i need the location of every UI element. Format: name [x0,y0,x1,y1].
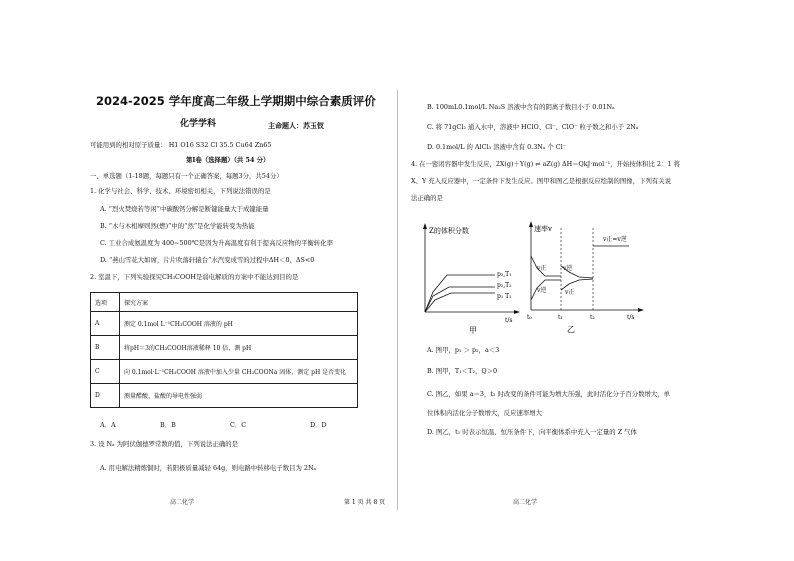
q4-option-a: A. 图甲，p₁ ＞ p₂，a＜3 [427,346,500,354]
graph-jia-label-2: p₂,T₂ [497,282,512,289]
q4-option-c-line1: C. 图乙，如果 a＝3，t₂ 时改变的条件可能为增大压强，此时活化分子百分数增大，单 [427,390,671,398]
graph-jia-curve-p2t1 [425,275,495,312]
graph-yi-label-v-reverse-2: v逆 [537,287,547,294]
graph-jia-ylabel: Z的体积分数 [429,227,469,235]
q1-option-d: D. “燕山雪花大如席，片片吹落轩辕台”水汽变成雪的过程中ΔH＜0、ΔS<0 [100,256,315,264]
footer-subject: 高二化学 [170,499,195,506]
graph-jia-curve-p1t2 [425,293,495,312]
table-cell: 将pH＝3的CH₃COOH溶液稀释 10 倍，测 pH [120,336,358,360]
q2-answer-a: A．A [100,421,116,429]
table-cell: 测量醋酸、盐酸的导电性强弱 [120,384,358,408]
q3-option-b: B. 100mL0.1mol/L Na₂S 溶液中含有的阴离子数目小于 0.01Nₐ [427,103,615,111]
graph-jia [417,220,522,335]
q4-stem-line3: 法正确的是 [411,194,443,202]
q3-option-a: A. 用电解法精炼铜时，若阳极质量减轻 64g，则电路中转移电子数目为 2Nₐ [100,464,317,472]
atomic-masses: 可能用到的相对原子质量： H1 O16 S32 Cl 35.5 Cu64 Zn65 [90,141,272,149]
graph-jia-x-arrow [514,310,520,314]
graph-yi-label-v-reverse: v逆 [563,265,573,272]
volume-heading: 第Ⅰ卷（选择题）（共 54 分） [186,156,270,164]
graph-jia-label-1: p₂,T₁ [497,271,512,278]
table-cell: 测定 0.1mol L⁻¹CH₃COOH 溶液的 pH [120,312,358,336]
table-row [91,336,358,360]
graph-yi-tick-t1: t₁ [558,314,563,321]
q1-option-c: C. 工业合成氨温度为 400~500℃是因为升高温度有利于提高反应物的平衡转化率 [100,239,333,247]
right-page [397,0,794,561]
q3-stem: 3. 设 Nₐ 为阿伏伽德罗常数的值，下列说法正确的是 [90,440,239,448]
table-row [91,384,358,408]
q4-stem-line1: 4. 在一密闭容器中发生反应，2X(g)＋Y(g) ⇌ aZ(g) ΔH＝QkJ·mol⁻¹，开始按体积比 2：1 将 [411,160,680,168]
graph-jia-caption: 甲 [469,326,477,335]
graph-jia-label-3: p₁ T₂ [497,293,512,300]
section-heading: 一、单选题（1-18题，每题只有一个正确答案，每题3分，共54分） [90,172,283,180]
q2-table [90,292,358,408]
footer-page-number: 第 1 页 共 8 页 [344,499,386,506]
q4-option-d: D. 图乙，t₁ 时表示恒温、恒压条件下，向平衡体系中充入一定量的 Z 气体 [427,428,637,436]
table-header-row [91,293,358,312]
q1-option-b: B. “木与木相摩则然(燃)”中的“然”是化学能转变为热能 [100,222,255,230]
q4-option-c-line2: 位体积内活化分子数增大，反应速率增大 [427,409,543,417]
q2-answer-c: C．C [230,421,247,429]
graph-yi-x-arrow [638,308,644,312]
q3-option-d: D. 0.1mol/L 的 AlCl₃ 溶液中含有 0.3Nₐ 个 Cl⁻ [427,143,567,151]
graph-yi-label-equal: v正=v逆 [603,236,627,243]
graph-jia-y-arrow [423,223,427,229]
q2-answer-d: D．D [310,421,327,429]
table-header-option: 选项 [91,293,120,312]
table-header-plan: 探究方案 [120,293,358,312]
q1-option-a: A. “烈火焚烧若等闲”中碳酸钙分解是断键能量大于成键能量 [100,205,269,213]
subject-title: 化学学科 [180,119,217,129]
table-cell: D [91,384,120,408]
graph-yi-ylabel: 速率v [534,225,552,233]
graph-yi-label-v-forward: v正 [537,265,547,272]
table-cell: A [91,312,120,336]
table-cell: C [91,360,120,384]
table-cell: B [91,336,120,360]
footer-subject-right: 高二化学 [513,499,538,506]
graph-jia-xlabel: t/s [505,317,513,324]
graph-yi-caption: 乙 [567,325,575,334]
q3-option-c: C. 将 71gCl₂ 通入水中，溶液中 HClO、Cl⁻、ClO⁻ 粒子数之和小于 2Nₐ [427,123,639,131]
graph-yi [523,218,647,336]
q4-option-b: B. 图甲，T₁＜T₂，Q＞0 [427,367,498,375]
table-cell: 向 0.1mol·L⁻¹CH₃COOH 溶液中加入少量 CH₃COONa 固体，测定 pH 是否变化 [120,360,358,384]
graph-yi-xlabel: t/s [627,314,635,321]
q2-answer-b: B．B [160,421,176,429]
graph-yi-tick-t2: t₂ [590,314,595,321]
table-row [91,312,358,336]
q4-stem-line2: X、Y 充入反应器中，一定条件下发生反应。图甲和图乙是根据反应绘制的图像，下列有关说 [411,177,672,185]
q2-stem: 2. 室温下，下列实验探究CH₃COOH是弱电解质的方案中不能达到目的是 [90,273,299,281]
q1-stem: 1. 化学与社会、科学、技术、环境密切相关，下列说法错误的是 [90,187,271,195]
author: 主命题人：苏玉钗 [268,121,324,130]
graph-yi-label-v-forward-2: v正 [565,289,575,296]
graph-yi-tick-t0: t₀ [527,314,532,321]
exam-title: 2024-2025 学年度高二年级上学期期中综合素质评价 [96,94,376,108]
graph-yi-y-arrow [529,221,533,227]
table-row [91,360,358,384]
